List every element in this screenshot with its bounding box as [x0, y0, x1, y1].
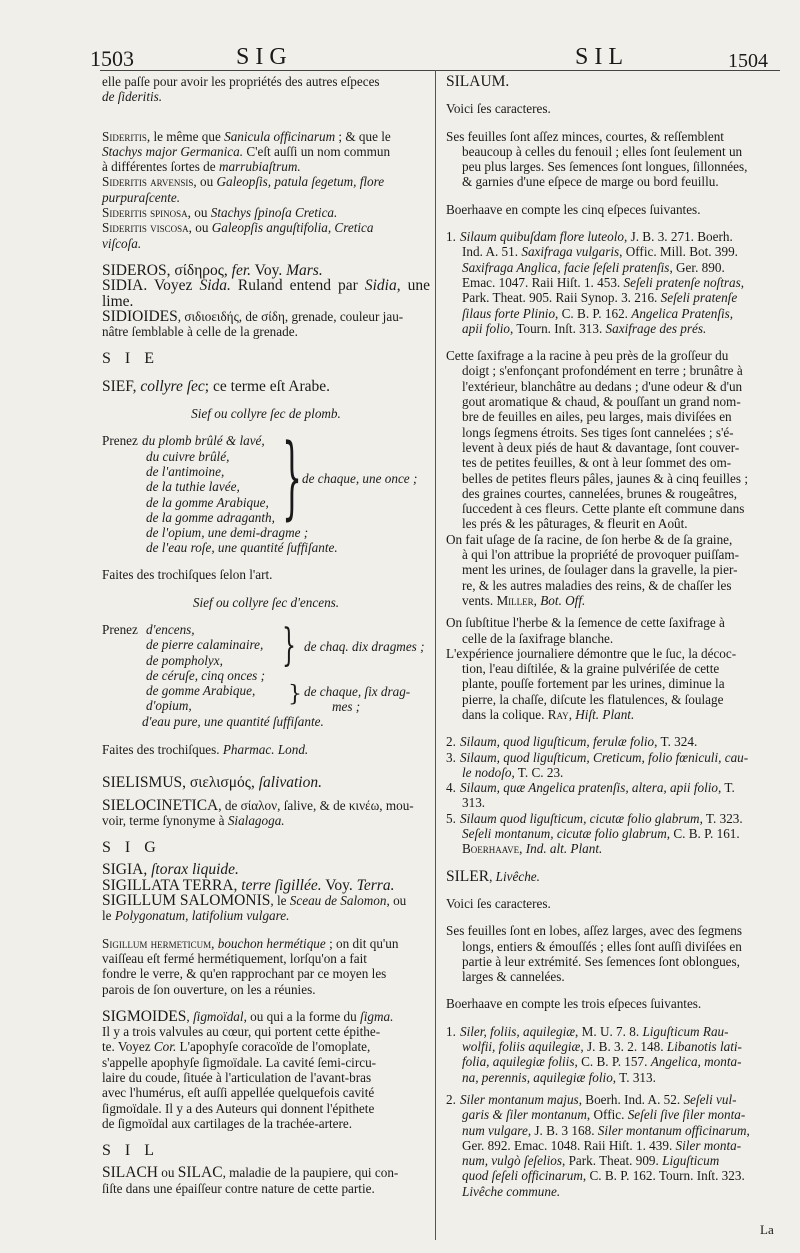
recipe-item: de céruſe, cinq onces ;	[146, 667, 266, 683]
recipe-item: de l'eau roſe, une quantité ſuffiſante.	[146, 540, 338, 556]
brace-icon: }	[282, 425, 303, 531]
entry-sideros: SIDEROS, σίδηρος, fer. Voy. Mars.	[102, 261, 323, 279]
text-line: larges & cannelées.	[462, 969, 565, 985]
recipe-item: d'eau pure, une quantité ſuffiſante.	[142, 713, 324, 729]
section-heading: S I L	[102, 1142, 159, 1160]
recipe-item: de la gomme Arabique,	[146, 494, 269, 510]
entry-sideritis-arvensis: Sideritis arvensis, ou Galeopſis, patula ſegetum, flore	[102, 174, 385, 190]
entry-sief: SIEF, collyre ſec; ce terme eſt Arabe.	[102, 377, 331, 395]
paragraph: Boerhaave en compte les cinq eſpeces ſuivantes.	[446, 201, 701, 217]
text-line: quod ſeſeli officinarum, C. B. P. 162. Tourn. Inſt. 323.	[462, 1168, 745, 1184]
text-line: de ſideritis.	[102, 89, 163, 105]
entry-sielismus: SIELISMUS, σιελισμός, ſalivation.	[102, 774, 322, 792]
text-line: elle paſſe pour avoir les propriétés des autres eſpeces	[102, 74, 380, 89]
text-line: belles de petites fleurs pâles, jaunes & à cinq feuilles ;	[462, 470, 749, 486]
entry-sideritis-viscosa: Sideritis viscosa, ou Galeopſis anguſtifolia, Cretica	[102, 220, 374, 236]
entry-sigillata-terra: SIGILLATA TERRA, terre ſigillée. Voy. Terra.	[102, 876, 395, 894]
page-number-left: 1503	[90, 46, 134, 71]
text-line: Livêche commune.	[462, 1183, 561, 1199]
entry-text: s'appelle apophyſe ſigmoïdale. La cavité ſemi-circu-	[102, 1054, 377, 1070]
entry-text: purpuraſcente.	[102, 189, 181, 205]
entry-silach: SILACH ou SILAC, maladie de la paupiere, qui con-	[102, 1164, 399, 1182]
entry-text: avec l'humérus, eſt auſſi appellée quelquefois cavité	[102, 1085, 375, 1101]
entry-siler: SILER, Livêche.	[446, 867, 540, 885]
recipe-item: du cuivre brûlé,	[146, 448, 230, 464]
species-1: 1. Silaum quibuſdam flore luteolo, J. B. 3. 271. Boerh.	[446, 229, 733, 245]
text-line: bre de feuilles en ailes, peu larges, mais diviſées en	[462, 409, 732, 425]
text-line: ſuccedent à ces fleurs. Cette plante eſt commune dans	[462, 501, 745, 517]
text-line: les prés & les pâturages, & fleurit en Août.	[462, 516, 688, 532]
entry-sideritis: Sideritis, le même que Sanicula officinarum ; & que le	[102, 128, 391, 144]
entry-text: vaiſſeau eſt fermé hermétiquement, lorſqu'on a fait	[102, 950, 367, 966]
paragraph: Voici ſes caracteres.	[446, 895, 551, 911]
text-line: le nodoſo, T. C. 23.	[462, 764, 564, 780]
text-line: apii folio, Tourn. Inſt. 313. Saxifrage des prés.	[462, 320, 707, 336]
entry-sigillum-salomonis: SIGILLUM SALOMONIS, le Sceau de Salomon, ou	[102, 892, 407, 910]
recipe-item: de la tuthie lavée,	[146, 479, 240, 495]
siler-species-1: 1. Siler, foliis, aquilegiæ, M. U. 7. 8. Liguſticum Rau-	[446, 1023, 729, 1039]
entry-text: ſiſte dans une épaiſſeur contre nature de cette partie.	[102, 1180, 375, 1196]
text-line: folia, aquilegiæ foliis, C. B. P. 157. Angelica, monta-	[462, 1054, 742, 1070]
text-line: partie à leur extrémité. Ses ſemences ſont oblongues,	[462, 953, 740, 969]
running-headword-right: SIL	[575, 44, 629, 70]
text-line: Boerhaave, Ind. alt. Plant.	[462, 841, 603, 857]
recipe-item: de pompholyx,	[146, 652, 223, 668]
text-line: vents. Miller, Bot. Off.	[462, 592, 586, 608]
brace-icon: }	[282, 619, 296, 671]
entry-text: viſcoſa.	[102, 235, 142, 251]
text-line: 313.	[462, 795, 486, 811]
entry-text: voir, terme ſynonyme à Sialagoga.	[102, 812, 285, 828]
text-line: Cette ſaxifrage a la racine à peu près de la groſſeur du	[446, 348, 729, 364]
recipe-block	[102, 425, 430, 556]
text-line: pierre, la chaſſe, diſcute les flatulences, & ſoulage	[462, 691, 724, 707]
text-line: doigt ; s'enfonçant profondément en terre ; brunâtre à	[462, 363, 743, 379]
recipe-item: du plomb brûlé & lavé,	[142, 433, 265, 449]
recipe-block	[102, 619, 430, 730]
text-line: Ger. 892. Emac. 1048. Raii Hiſt. 1. 439. Siler monta-	[462, 1137, 742, 1153]
recipe-item: de l'opium, une demi-dragme ;	[146, 525, 309, 541]
entry-silaum: SILAUM.	[446, 73, 510, 90]
page-number-right: 1504	[728, 50, 768, 72]
running-headword-left: SIG	[236, 44, 293, 70]
species-4: 4. Silaum, quæ Angelica pratenſis, altera, apii folio, T.	[446, 780, 735, 796]
entry-sigia: SIGIA, ſtorax liquide.	[102, 861, 239, 879]
siler-species-2: 2. Siler montanum majus, Boerh. Ind. A. 52. Seſeli vul-	[446, 1091, 737, 1107]
text-line: plante, pouſſe fortement par les urines, diminue la	[462, 676, 725, 692]
entry-text: de ſigmoïdal aux cartilages de la trachée-artere.	[102, 1115, 353, 1131]
recipe-note: de chaque, une once ;	[302, 471, 418, 487]
section-heading: S I E	[102, 350, 159, 368]
text-line: Emac. 1047. Raii Hiſt. 1. 453. Seſeli pratenſe noſtras,	[462, 274, 745, 290]
text-line: ſilaus forte Plinio, C. B. P. 162. Angelica Pratenſis,	[462, 305, 734, 321]
right-column	[446, 74, 778, 1199]
entry-text: fondre le verre, & qu'en rapprochant par ce moyen les	[102, 966, 387, 982]
recipe-title: Sief ou collyre ſec d'encens.	[192, 594, 340, 610]
text-line: & garnies d'une eſpece de marge ou bord feuillu.	[462, 174, 719, 190]
entry-text: Il y a trois valvules au cœur, qui portent cette épithe-	[102, 1024, 381, 1040]
paragraph	[102, 74, 430, 89]
catchword: La	[760, 1222, 774, 1237]
text-line: longs, entiers & émouſſés ; elles ſont auſſi diviſées en	[462, 938, 742, 954]
entry-sidioides: SIDIOIDES, σιδιοειδής, de σίδη, grenade, couleur jau-	[102, 307, 404, 325]
recipe-note: de chaque, ſix drag-	[304, 683, 411, 699]
paragraph: Faites des trochiſques ſelon l'art.	[102, 567, 273, 583]
paragraph: Voici ſes caracteres.	[446, 101, 551, 117]
recipe-lead: Prenez	[102, 621, 138, 637]
species-5: 5. Silaum quod liguſticum, cicutæ folio glabrum, T. 323.	[446, 810, 743, 826]
entry-text: le Polygonatum, latifolium vulgare.	[102, 908, 290, 924]
text-line: Ses feuilles ſont en lobes, aſſez larges, avec des ſegmens	[446, 923, 743, 939]
entry-text: te. Voyez Cor. L'apophyſe coracoïde de l'omoplate,	[102, 1039, 371, 1055]
text-line: des graines courtes, cannelées, brunes & rougeâtres,	[462, 485, 737, 501]
recipe-item: de la gomme adraganth,	[146, 509, 275, 525]
column-divider	[435, 70, 436, 1240]
text-line: Park. Theat. 905. Raii Synop. 3. 216. Seſeli pratenſe	[462, 290, 738, 306]
text-line: re, & les autres maladies des reins, & de chaſſer les	[462, 577, 732, 593]
recipe-item: d'encens,	[146, 621, 195, 637]
text-line: Saxifraga Anglica, facie ſeſeli pratenſis, Ger. 890.	[462, 259, 725, 275]
brace-icon: }	[288, 681, 302, 707]
paragraph	[102, 89, 430, 104]
text-line: num vulgare, J. B. 3 168. Siler montanum officinarum,	[462, 1122, 750, 1138]
text-line: gout aromatique & chaud, & pouſſant un grand nom-	[462, 394, 741, 410]
text-line: L'expérience journaliere démontre que le ſuc, la décoc-	[446, 645, 737, 661]
recipe-note: mes ;	[332, 698, 361, 714]
entry-sidia: SIDIA. Voyez Sida. Ruland entend par Sidia, une lime.	[102, 277, 430, 310]
entry-sideritis-spinosa: Sideritis spinosa, ou Stachys ſpinoſa Cretica.	[102, 205, 338, 221]
recipe-item: de l'antimoine,	[146, 463, 225, 479]
entry-text: parois de ſon ouverture, on les a réunies.	[102, 981, 316, 997]
text-line: longs ſegmens étroits. Ses tiges ſont cannelées ; s'é-	[462, 424, 734, 440]
text-line: wolfii, foliis aquilegiæ, J. B. 3. 2. 148. Libanotis lati-	[462, 1039, 742, 1055]
entry-text: nâtre ſemblable à celle de la grenade.	[102, 324, 298, 340]
text-line: On ſubſtitue l'herbe & la ſemence de cette ſaxifrage à	[446, 615, 725, 631]
text-line: Ind. A. 51. Saxifraga vulgaris, Offic. Mill. Bot. 399.	[462, 244, 738, 260]
entry-text: laire du coude, ſituée à l'articulation de l'avant-bras	[102, 1069, 372, 1085]
entry-text: ſigmoïdale. Il y a des Auteurs qui donnent l'épithete	[102, 1100, 375, 1116]
recipe-note: de chaq. dix dragmes ;	[304, 638, 425, 654]
entry-sielocinetica: SIELOCINETICA, de σίαλον, ſalive, & de κινέω, mou-	[102, 796, 414, 814]
text-line: Ses feuilles ſont aſſez minces, courtes, & reſſemblent	[446, 128, 724, 144]
recipe-item: de pierre calaminaire,	[146, 637, 264, 653]
recipe-item: d'opium,	[146, 698, 192, 714]
text-line: num, vulgò ſeſelios, Park. Theat. 909. Liguſticum	[462, 1153, 720, 1169]
text-line: peu plus larges. Ses ſemences ſont longues, ſillonnées,	[462, 159, 748, 175]
recipe-item: de gomme Arabique,	[146, 683, 256, 699]
text-line: tes de petites feuilles, & ont à leur ſommet des om-	[462, 455, 732, 471]
paragraph: Faites des trochiſques. Pharmac. Lond.	[102, 741, 309, 757]
text-line: l'extérieur, blanchâtre au dedans ; d'une odeur & d'un	[462, 378, 743, 394]
entry-sigillum-hermeticum: Sigillum hermeticum, bouchon hermétique ; on dit qu'un	[102, 935, 399, 951]
text-line: tion, l'eau diſtilée, & la graine pulvériſée de cette	[462, 661, 720, 677]
entry-text: Stachys major Germanica. C'eſt auſſi un nom commun	[102, 143, 391, 159]
text-line: na, perennis, aquilegiæ folio, T. 313.	[462, 1069, 656, 1085]
text-line: ment les urines, de ſoulager dans la gravelle, la pier-	[462, 562, 738, 578]
text-line: celle de la ſaxifrage blanche.	[462, 630, 614, 646]
text-line: levent à deux piés de haut & davantage, ſont couver-	[462, 439, 740, 455]
left-column	[102, 74, 430, 1196]
text-line: On fait uſage de ſa racine, de ſon herbe & de ſa graine,	[446, 531, 733, 547]
header-rule	[100, 70, 780, 71]
text-line: dans la colique. Ray, Hiſt. Plant.	[462, 706, 635, 722]
section-heading: S I G	[102, 839, 161, 857]
text-line: beaucoup à celles du fenouil ; elles ſont ſeulement un	[462, 143, 743, 159]
paragraph: Boerhaave en compte les trois eſpeces ſuivantes.	[446, 996, 702, 1012]
species-3: 3. Silaum, quod liguſticum, Creticum, folio fœniculi, cau-	[446, 749, 749, 765]
entry-sigmoides: SIGMOIDES, ſigmoïdal, ou qui a la forme du ſigma.	[102, 1007, 394, 1025]
text-line: garis & ſiler montanum, Offic. Seſeli ſive ſiler monta-	[462, 1107, 746, 1123]
recipe-lead: Prenez	[102, 433, 138, 449]
text-line: Seſeli montanum, cicutæ folio glabrum, C. B. P. 161.	[462, 826, 740, 842]
entry-text: à différentes ſortes de marrubiaſtrum.	[102, 159, 301, 175]
species-2: 2. Silaum, quod liguſticum, ferulæ folio, T. 324.	[446, 734, 698, 750]
recipe-title: Sief ou collyre ſec de plomb.	[191, 406, 341, 422]
text-line: à qui l'on attribue la propriété de provoquer puiſſam-	[462, 547, 740, 563]
